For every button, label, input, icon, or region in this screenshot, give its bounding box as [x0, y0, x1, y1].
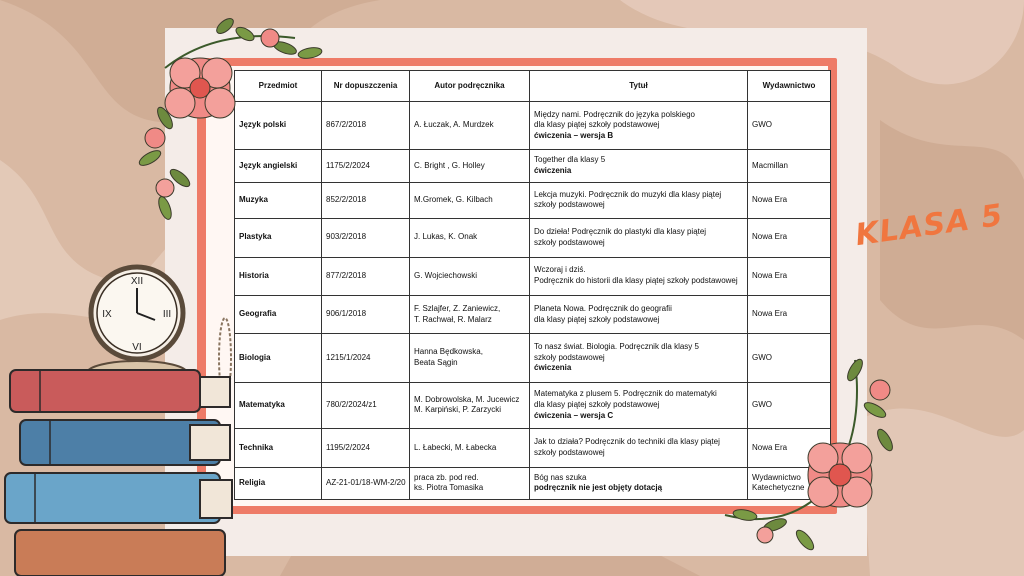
- cell-line: dla klasy piątej szkoły podstawowej: [534, 314, 660, 324]
- cell-line: Wczoraj i dziś.: [534, 265, 586, 275]
- header-title: Tytuł: [530, 71, 748, 102]
- flower-decoration-top-left: [125, 8, 335, 223]
- cell-author: [410, 382, 530, 428]
- cell-number: 1195/2/2024: [322, 429, 410, 467]
- cell-line: Między nami. Podręcznik do języka polskiego: [534, 109, 695, 119]
- svg-text:XII: XII: [130, 276, 144, 287]
- cell-line: Planeta Nowa. Podręcznik do geografii: [534, 303, 672, 313]
- cell-line: dla klasy piątej szkoły podstawowej: [534, 400, 660, 410]
- svg-text:IX: IX: [102, 309, 112, 320]
- cell-author: [410, 182, 530, 218]
- cell-author: [410, 334, 530, 382]
- cell-title: [530, 150, 748, 182]
- cell-line: F. Szlajfer, Z. Zaniewicz,: [414, 303, 501, 313]
- cell-subject: Matematyka: [235, 382, 322, 428]
- cell-line: GWO: [752, 120, 772, 130]
- cell-subject: Technika: [235, 429, 322, 467]
- cell-author: [410, 429, 530, 467]
- cell-line: GWO: [752, 352, 772, 362]
- cell-title: [530, 295, 748, 333]
- cell-line: Bóg nas szuka: [534, 472, 587, 482]
- cell-line: J. Lukas, K. Onak: [414, 232, 478, 242]
- cell-line: L. Łabecki, M. Łabecka: [414, 442, 497, 452]
- cell-number: 1215/1/2024: [322, 334, 410, 382]
- cell-line: C. Bright , G. Holley: [414, 160, 485, 170]
- cell-title-bold: podręcznik nie jest objęty dotacją: [534, 483, 663, 493]
- cell-publisher: [748, 182, 831, 218]
- cell-number: 780/2/2024/z1: [322, 382, 410, 428]
- cell-line: szkoły podstawowej: [534, 237, 605, 247]
- flower-decoration-bottom-right: [705, 350, 915, 560]
- cell-line: M. Karpiński, P. Zarzycki: [414, 405, 501, 415]
- cell-subject: Plastyka: [235, 219, 322, 257]
- cell-line: praca zb. pod red.: [414, 472, 479, 482]
- cell-title: [530, 257, 748, 295]
- cell-number: 867/2/2018: [322, 102, 410, 150]
- cell-line: ks. Piotra Tomasika: [414, 483, 484, 493]
- svg-text:VI: VI: [132, 342, 142, 353]
- cell-subject: Język angielski: [235, 150, 322, 182]
- cell-title-bold: ćwiczenia: [534, 166, 572, 176]
- cell-publisher: [748, 295, 831, 333]
- cell-title: [530, 182, 748, 218]
- cell-subject: Historia: [235, 257, 322, 295]
- cell-subject: Religia: [235, 467, 322, 499]
- cell-title: [530, 219, 748, 257]
- svg-text:III: III: [162, 309, 172, 320]
- cell-line: Hanna Będkowska,: [414, 347, 483, 357]
- cell-line: Lekcja muzyki. Podręcznik do muzyki dla klasy piątej: [534, 189, 722, 199]
- cell-line: Macmillan: [752, 160, 789, 170]
- cell-line: T. Rachwał, R. Malarz: [414, 314, 492, 324]
- cell-publisher: [748, 102, 831, 150]
- cell-author: [410, 102, 530, 150]
- cell-line: Jak to działa? Podręcznik do techniki dla klasy piątej: [534, 437, 720, 447]
- cell-number: 877/2/2018: [322, 257, 410, 295]
- header-subject: Przedmiot: [235, 71, 322, 102]
- cell-author: [410, 295, 530, 333]
- cell-title-bold: ćwiczenia – wersja C: [534, 410, 614, 420]
- cell-number: 852/2/2018: [322, 182, 410, 218]
- cell-title-bold: ćwiczenia – wersja B: [534, 131, 614, 141]
- cell-line: Wydawnictwo: [752, 472, 801, 482]
- cell-line: szkoły podstawowej: [534, 447, 605, 457]
- table-row: [235, 219, 831, 257]
- cell-line: Nowa Era: [752, 309, 788, 319]
- cell-line: M.Gromek, G. Kilbach: [414, 195, 493, 205]
- cell-line: Beata Sągin: [414, 358, 458, 368]
- cell-line: Together dla klasy 5: [534, 155, 606, 165]
- table-row: [235, 257, 831, 295]
- class-heading: KLASA 5: [853, 197, 1006, 254]
- cell-author: [410, 467, 530, 499]
- cell-line: Nowa Era: [752, 195, 788, 205]
- cell-subject: Język polski: [235, 102, 322, 150]
- cell-line: dla klasy piątej szkoły podstawowej: [534, 120, 660, 130]
- header-number: Nr dopuszczenia: [322, 71, 410, 102]
- table-row: [235, 295, 831, 333]
- cell-publisher: [748, 219, 831, 257]
- cell-line: Do dzieła! Podręcznik do plastyki dla klasy piątej: [534, 227, 707, 237]
- cell-subject: Muzyka: [235, 182, 322, 218]
- cell-number: 1175/2/2024: [322, 150, 410, 182]
- cell-line: Nowa Era: [752, 270, 788, 280]
- cell-line: G. Wojciechowski: [414, 270, 477, 280]
- cell-author: [410, 150, 530, 182]
- cell-number: 903/2/2018: [322, 219, 410, 257]
- cell-number: 906/1/2018: [322, 295, 410, 333]
- cell-title: [530, 102, 748, 150]
- books-illustration: [0, 365, 240, 576]
- cell-publisher: [748, 257, 831, 295]
- cell-author: [410, 257, 530, 295]
- cell-subject: Biologia: [235, 334, 322, 382]
- cell-line: Nowa Era: [752, 442, 788, 452]
- cell-line: Nowa Era: [752, 232, 788, 242]
- cell-subject: Geografia: [235, 295, 322, 333]
- cell-title-bold: ćwiczenia: [534, 363, 572, 373]
- cell-line: To nasz świat. Biologia. Podręcznik dla klasy 5: [534, 341, 699, 351]
- cell-line: Podręcznik do historii dla klasy piątej szkoły podstawowej: [534, 276, 738, 286]
- cell-publisher: [748, 150, 831, 182]
- cell-line: Matematyka z plusem 5. Podręcznik do matematyki: [534, 389, 717, 399]
- cell-line: szkoły podstawowej: [534, 352, 605, 362]
- cell-number: AZ-21-01/18-WM-2/20: [322, 467, 410, 499]
- header-publisher: Wydawnictwo: [748, 71, 831, 102]
- cell-line: Katechetyczne: [752, 483, 805, 493]
- cell-line: M. Dobrowolska, M. Jucewicz: [414, 394, 520, 404]
- cell-line: szkoły podstawowej: [534, 200, 605, 210]
- cell-author: [410, 219, 530, 257]
- header-author: Autor podręcznika: [410, 71, 530, 102]
- cell-line: GWO: [752, 400, 772, 410]
- cell-line: A. Łuczak, A. Murdzek: [414, 120, 494, 130]
